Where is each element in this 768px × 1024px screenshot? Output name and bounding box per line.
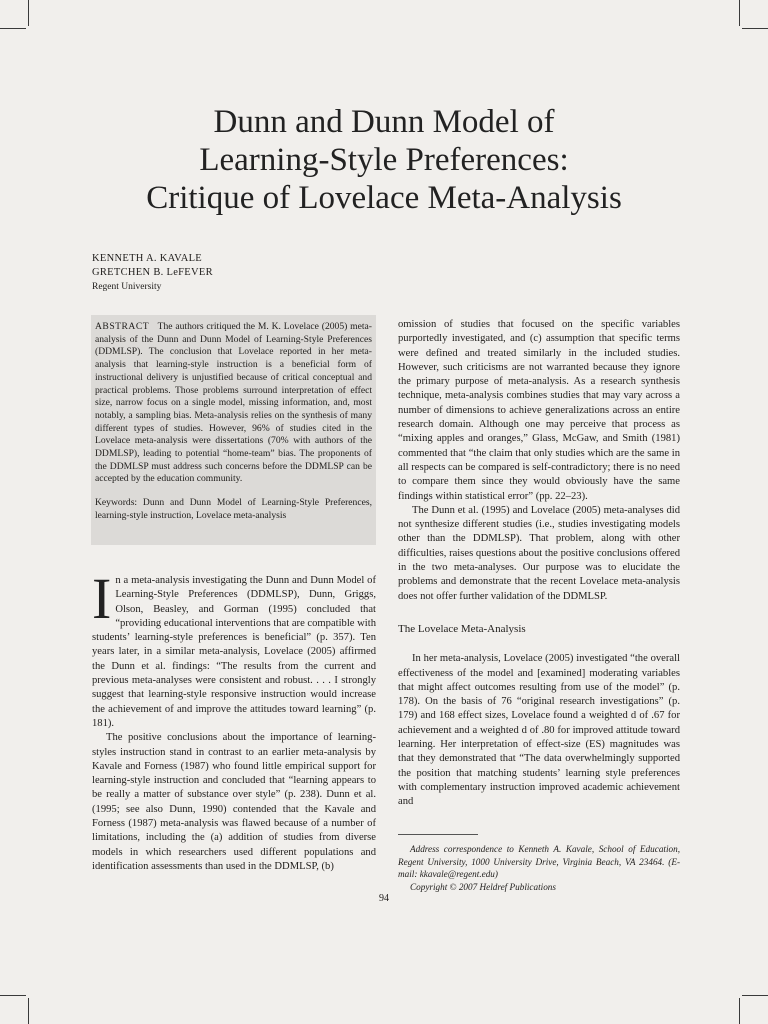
abstract-keywords: Keywords: Dunn and Dunn Model of Learning-Style Preferences, learning-style instruction, Lovelace meta-analysis (95, 497, 372, 521)
crop-mark (739, 0, 740, 26)
title-line-3: Critique of Lovelace Meta-Analysis (146, 180, 622, 216)
crop-mark (0, 28, 26, 29)
abstract-body: The authors critiqued the M. K. Lovelace (2005) meta-analysis of the Dunn and Dunn Model of Learning-Style Preferences (DDMLSP). The conclusion that Lovelace reported in her meta-analysis that learning-style instruction is a beneficial form of instructional delivery is unjustified because of critical conceptual and practical problems. Those problems surround interpretation of effect size, narrow focus on a single model, missing information, and, most notably, a sampling bias. Meta-analysis relies on the synthesis of many different types of studies. However, 96% of studies cited in the Lovelace meta-analysis were dissertations (70% with authors of the DDMLSP), leading to potential “home-team” bias. The proponents of the DDMLSP must address such concerns before the DDMLSP can be accepted by the education community. (95, 321, 372, 485)
left-paragraph-2: The positive conclusions about the importance of learning-styles instruction stand in contrast to an earlier meta-analysis by Kavale and Forness (1987) who found little empirical support for learning-style instruction and concluded that “learning appears to be really a matter of substance over style” (p. 238). Dunn et al. (1995; see also Dunn, 1990) contended that the Kavale and Forness (1987) meta-analysis was flawed because of a number of limitations, including the (a) addition of studies from diverse models in which researchers used different populations and identification assessments than used in the DDMLSP, (b) (92, 732, 376, 872)
right-paragraph-3: In her meta-analysis, Lovelace (2005) investigated “the overall effectiveness of the model and [examined] moderating variables that might affect outcomes resulting from use of the model” (p. 178). On the basis of 76 “original research investigations” (p. 179) and 168 effect sizes, Lovelace found a weighted d of .67 for achievement and a weighted d of .80 for improved attitude toward learning. Her interpretation of effect-size (ES) magnitudes was that they demonstrated that “The data overwhelmingly supported the position that matching students’ learning style preferences with complementary instruction improved academic achievement and (398, 653, 680, 808)
right-column (398, 318, 680, 810)
section-heading: The Lovelace Meta-Analysis (398, 622, 526, 635)
footnote-address: Address correspondence to Kenneth A. Kavale, School of Education, Regent University, 1000 University Drive, Virginia Beach, VA 23464. (E-mail: kkavale@regent.edu) (398, 844, 680, 879)
crop-mark (28, 0, 29, 26)
author-affiliation: Regent University (92, 282, 162, 292)
abstract-text (95, 321, 372, 486)
right-paragraph-2: The Dunn et al. (1995) and Lovelace (2005) meta-analyses did not synthesize different studies (i.e., studies investigating models other than the DDMLSP). That problem, along with other difficulties, raises questions about the positive conclusions offered in the two meta-analyses. Our purpose was to elucidate the problems and demonstrate that the recent Lovelace meta-analysis does not offer further validation of the DDMLSP. (398, 504, 680, 602)
author-2: GRETCHEN B. LeFEVER (92, 267, 213, 278)
title-line-1: Dunn and Dunn Model of (213, 104, 555, 140)
drop-cap: I (92, 566, 112, 631)
crop-mark (742, 28, 768, 29)
right-paragraph-1: omission of studies that focused on the specific variables purportedly investigated, and (c) assumption that specific terms were defined and treated similarly in the included studies. However, such criticisms are not warranted because they ignore the primary purpose of meta-analysis. As a research synthesis technique, meta-analysis combines studies that may vary across a number of dimensions to achieve generalizations across an entire research domain. Although one may perceive that process as “mixing apples and oranges,” Glass, McGaw, and Smith (1981) commented that “the claim that only studies which are the same in all respects can be compared is self-contradictory; there is no need to compare them since they would obviously have the same findings within statistical error” (pp. 22–23). (398, 319, 680, 502)
abstract-label: ABSTRACT (95, 321, 150, 332)
crop-mark (739, 998, 740, 1024)
footnote-rule (398, 834, 478, 835)
page-number: 94 (379, 893, 389, 904)
title-line-2: Learning-Style Preferences: (199, 142, 569, 178)
crop-mark (28, 998, 29, 1024)
abstract-box (91, 315, 376, 545)
crop-mark (0, 995, 26, 996)
footnote-copyright: Copyright © 2007 Heldref Publications (410, 881, 556, 892)
left-paragraph-1 (92, 566, 376, 731)
author-1: KENNETH A. KAVALE (92, 253, 203, 264)
footnote (398, 834, 680, 893)
left-paragraph-1-text: n a meta-analysis investigating the Dunn and Dunn Model of Learning-Style Preferences (DDMLSP), Dunn, Griggs, Olson, Beasley, and Gorman (1995) concluded that “providing educational interventions that are compatible with students’ learning-style preferences is beneficial” (p. 357). Ten years later, in a similar meta-analysis, Lovelace (2005) affirmed the Dunn et al. findings: “The results from the current and previous meta-analyses were consistent and robust. . . . I strongly suggest that learning-style responsive instruction would increase the achievement of and improve the attitudes toward learning” (p. 181). (92, 575, 376, 729)
author-block (92, 252, 213, 294)
left-column (92, 566, 376, 874)
crop-mark (742, 995, 768, 996)
article-title (0, 103, 768, 217)
